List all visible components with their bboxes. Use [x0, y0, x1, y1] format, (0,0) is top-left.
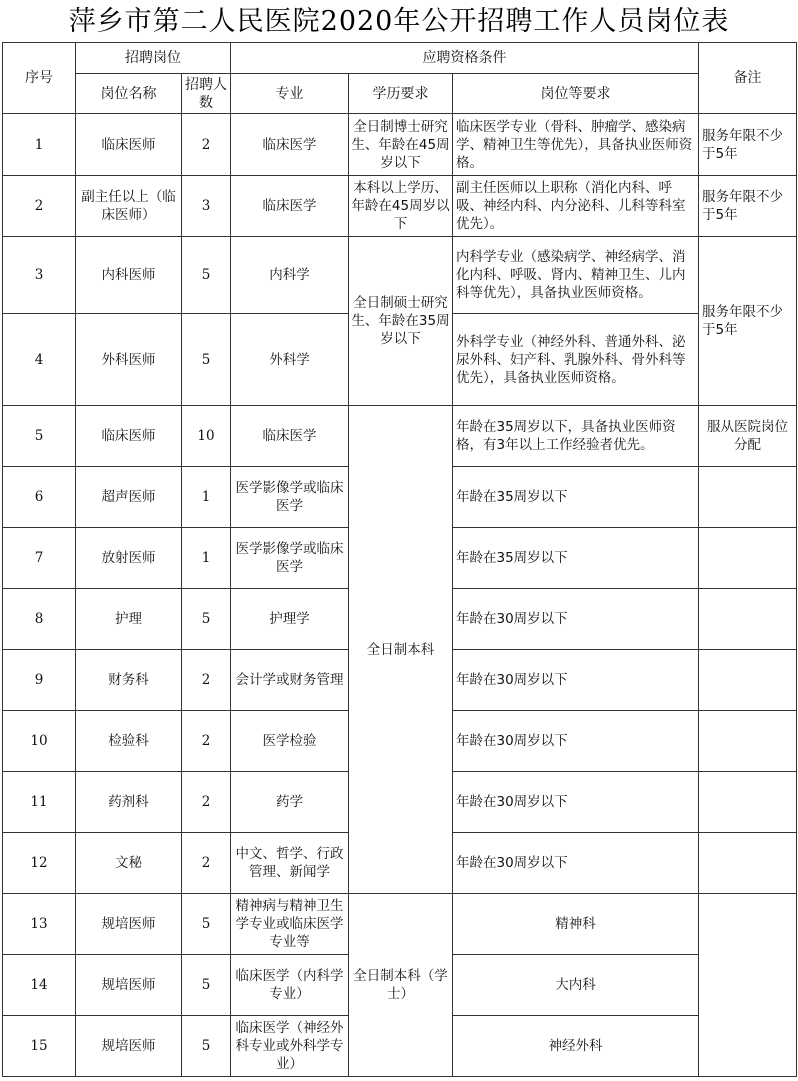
- row-requirements: 年龄在30周岁以下: [453, 589, 699, 650]
- row-seq: 8: [3, 589, 76, 650]
- row-seq: 10: [3, 711, 76, 772]
- row-remark: 服从医院岗位分配: [699, 406, 797, 467]
- row-requirements: 年龄在30周岁以下: [453, 650, 699, 711]
- row-major: 精神病与精神卫生学专业或临床医学专业等: [231, 894, 349, 955]
- row-seq: 11: [3, 772, 76, 833]
- row-headcount: 5: [182, 589, 231, 650]
- row-major: 会计学或财务管理: [231, 650, 349, 711]
- row-remark: [699, 833, 797, 894]
- row-remark: [699, 711, 797, 772]
- row-seq: 14: [3, 955, 76, 1016]
- row-education: 本科以上学历、年龄在45周岁以下: [349, 176, 453, 237]
- row-requirements: 副主任医师以上职称（消化内科、呼吸、神经内科、内分泌科、儿科等科室优先）。: [453, 176, 699, 237]
- row-remark: [699, 467, 797, 528]
- row-headcount: 2: [182, 711, 231, 772]
- row-position-name: 外科医师: [76, 314, 182, 406]
- table-row: [3, 237, 797, 314]
- row-major: 内科学: [231, 237, 349, 314]
- row-headcount: 5: [182, 894, 231, 955]
- row-position-name: 放射医师: [76, 528, 182, 589]
- row-education: 全日制本科（学士）: [349, 894, 453, 1077]
- header-major: 专业: [231, 74, 349, 114]
- row-position-name: 副主任以上（临床医师）: [76, 176, 182, 237]
- row-seq: 13: [3, 894, 76, 955]
- row-requirements: 神经外科: [453, 1016, 699, 1077]
- row-remark: [699, 528, 797, 589]
- row-headcount: 10: [182, 406, 231, 467]
- row-requirements: 大内科: [453, 955, 699, 1016]
- row-seq: 5: [3, 406, 76, 467]
- row-major: 临床医学: [231, 176, 349, 237]
- row-major: 中文、哲学、行政管理、新闻学: [231, 833, 349, 894]
- row-position-name: 超声医师: [76, 467, 182, 528]
- row-position-name: 临床医师: [76, 114, 182, 176]
- row-requirements: 年龄在30周岁以下: [453, 833, 699, 894]
- row-seq: 9: [3, 650, 76, 711]
- header-headcount: 招聘人数: [182, 74, 231, 114]
- row-remark: [699, 650, 797, 711]
- row-remark: 服务年限不少于5年: [699, 176, 797, 237]
- row-headcount: 2: [182, 833, 231, 894]
- row-seq: 3: [3, 237, 76, 314]
- table-row: [3, 894, 797, 955]
- row-remark: [699, 894, 797, 1077]
- header-position-name: 岗位名称: [76, 74, 182, 114]
- table-row: [3, 114, 797, 176]
- row-major: 临床医学: [231, 114, 349, 176]
- row-requirements: 年龄在30周岁以下: [453, 711, 699, 772]
- row-requirements: 外科学专业（神经外科、普通外科、泌尿外科、妇产科、乳腺外科、骨外科等优先），具备执业医师资格。: [453, 314, 699, 406]
- row-requirements: 年龄在35周岁以下: [453, 467, 699, 528]
- row-major: 护理学: [231, 589, 349, 650]
- row-position-name: 文秘: [76, 833, 182, 894]
- row-remark: 服务年限不少于5年: [699, 114, 797, 176]
- row-seq: 15: [3, 1016, 76, 1077]
- row-major: 外科学: [231, 314, 349, 406]
- row-headcount: 2: [182, 772, 231, 833]
- row-headcount: 5: [182, 1016, 231, 1077]
- header-remark: 备注: [699, 43, 797, 114]
- row-position-name: 药剂科: [76, 772, 182, 833]
- row-headcount: 2: [182, 650, 231, 711]
- page-title: 萍乡市第二人民医院2020年公开招聘工作人员岗位表: [68, 6, 730, 37]
- row-position-name: 规培医师: [76, 894, 182, 955]
- row-headcount: 1: [182, 467, 231, 528]
- row-remark: [699, 589, 797, 650]
- header-seq: 序号: [3, 43, 76, 114]
- row-major: 临床医学（神经外科专业或外科学专业）: [231, 1016, 349, 1077]
- positions-table: [2, 42, 797, 1077]
- row-seq: 4: [3, 314, 76, 406]
- row-seq: 6: [3, 467, 76, 528]
- row-major: 临床医学: [231, 406, 349, 467]
- row-position-name: 检验科: [76, 711, 182, 772]
- row-headcount: 5: [182, 314, 231, 406]
- row-major: 药学: [231, 772, 349, 833]
- row-requirements: 内科学专业（感染病学、神经病学、消化内科、呼吸、肾内、精神卫生、儿内科等优先），具备执业医师资格。: [453, 237, 699, 314]
- row-requirements: 年龄在30周岁以下: [453, 772, 699, 833]
- header-education: 学历要求: [349, 74, 453, 114]
- row-remark: [699, 772, 797, 833]
- row-position-name: 护理: [76, 589, 182, 650]
- row-headcount: 1: [182, 528, 231, 589]
- row-position-name: 临床医师: [76, 406, 182, 467]
- row-position-name: 规培医师: [76, 1016, 182, 1077]
- row-major: 医学影像学或临床医学: [231, 528, 349, 589]
- table-row: [3, 176, 797, 237]
- row-requirements: 年龄在35周岁以下: [453, 528, 699, 589]
- row-major: 医学影像学或临床医学: [231, 467, 349, 528]
- row-headcount: 5: [182, 237, 231, 314]
- row-major: 医学检验: [231, 711, 349, 772]
- header-requirements: 岗位等要求: [453, 74, 699, 114]
- row-remark: 服务年限不少于5年: [699, 237, 797, 406]
- row-headcount: 2: [182, 114, 231, 176]
- row-requirements: 精神科: [453, 894, 699, 955]
- row-position-name: 规培医师: [76, 955, 182, 1016]
- row-position-name: 内科医师: [76, 237, 182, 314]
- table-row: [3, 406, 797, 467]
- row-position-name: 财务科: [76, 650, 182, 711]
- row-seq: 12: [3, 833, 76, 894]
- row-requirements: 临床医学专业（骨科、肿瘤学、感染病学、精神卫生等优先），具备执业医师资格。: [453, 114, 699, 176]
- row-education: 全日制硕士研究生、年龄在35周岁以下: [349, 237, 453, 406]
- header-position-group: 招聘岗位: [76, 43, 231, 74]
- row-headcount: 5: [182, 955, 231, 1016]
- row-requirements: 年龄在35周岁以下，具备执业医师资格，有3年以上工作经验者优先。: [453, 406, 699, 467]
- row-headcount: 3: [182, 176, 231, 237]
- row-seq: 2: [3, 176, 76, 237]
- row-major: 临床医学（内科学专业）: [231, 955, 349, 1016]
- row-education: 全日制博士研究生、年龄在45周岁以下: [349, 114, 453, 176]
- row-seq: 1: [3, 114, 76, 176]
- row-education: 全日制本科: [349, 406, 453, 894]
- header-qualification-group: 应聘资格条件: [231, 43, 699, 74]
- row-seq: 7: [3, 528, 76, 589]
